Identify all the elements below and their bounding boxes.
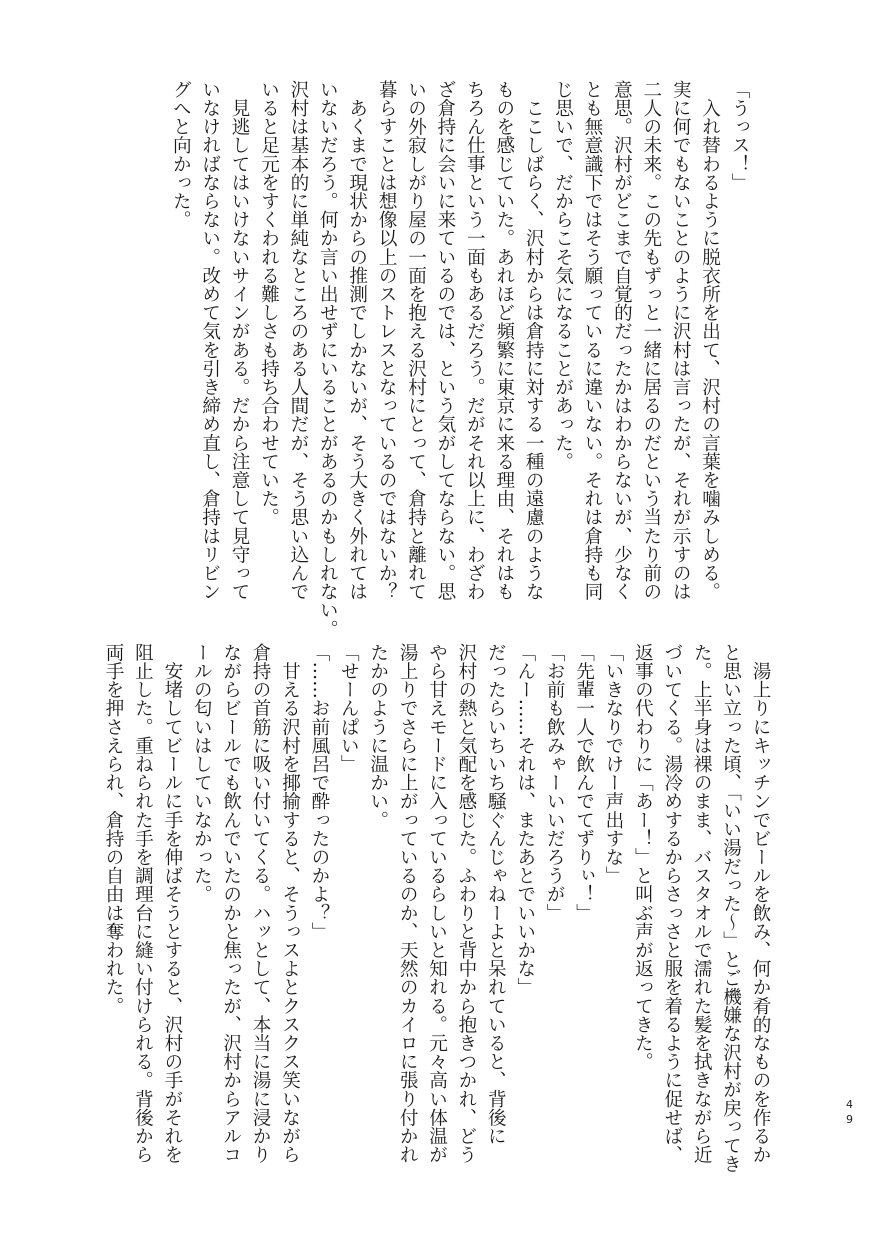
text-line: 「お前も飲みゃーいいだろうが」 bbox=[544, 643, 566, 922]
text-line: づいてくる。湯冷めするからさっさと服を着るように促せば、 bbox=[661, 643, 683, 1164]
text-line: 「うっス！」 bbox=[729, 80, 750, 192]
text-line: ながらビールでも飲んでいたのかと焦ったが、沢村からアルコ bbox=[220, 643, 242, 1164]
text-line: いると足元をすくわれる難しさも持ち合わせていた。 bbox=[258, 80, 280, 527]
text-line: 湯上りでさらに上がっているのか、天然のカイロに張り付かれ bbox=[397, 643, 419, 1164]
text-line: だったらいちいち騒ぐんじゃねーよと呆れていると、背後に bbox=[485, 643, 507, 1146]
text-line: ここしばらく、沢村からは倉持に対する一種の遠慮のような bbox=[523, 80, 545, 601]
text-line: やら甘えモードに入っているらしいと知れる。元々高い体温が bbox=[426, 643, 448, 1164]
text-line: とも無意識下ではそう願っているに違いない。それは倉持も同 bbox=[581, 80, 603, 601]
text-line: と思い立った頃、「いい湯だった〜」とご機嫌な沢村が戻ってき bbox=[720, 643, 742, 1174]
text-line: 意思。沢村がどこまで自覚的だったかはわからないが、少なく bbox=[611, 80, 633, 601]
text-line: 阻止した。重ねられた手を調理台に縫い付けられる。背後から bbox=[132, 643, 154, 1164]
text-line: あくまで現状からの推測でしかないが、そう大きく外れては bbox=[346, 80, 368, 601]
text-line: ざ倉持に会いに来ているのでは、という気がしてならない。思 bbox=[434, 80, 456, 601]
text-line: 両手を押さえられ、倉持の自由は奪われた。 bbox=[103, 643, 125, 1015]
text-line: たかのように温かい。 bbox=[367, 643, 389, 829]
top-text-block bbox=[166, 80, 754, 638]
text-line: 「せーんぱい」 bbox=[338, 643, 360, 774]
text-line: 湯上りにキッチンでビールを飲み、何か肴的なものを作るか bbox=[750, 643, 771, 1164]
text-line: 暮らすことは想像以上のストレスとなっているのではないか？ bbox=[376, 80, 398, 601]
text-line: 見逃してはいけないサインがある。だから注意して見守って bbox=[229, 80, 251, 601]
text-line: 「いきなりでけー声出すな」 bbox=[602, 643, 624, 885]
text-line: いの外寂しがり屋の一面を抱える沢村にとって、倉持と離れて bbox=[405, 80, 427, 601]
page-number: 49 bbox=[843, 1098, 856, 1128]
text-line: た。上半身は裸のまま、バスタオルで濡れた髪を拭きながら近 bbox=[691, 643, 713, 1164]
text-line: 「……お前風呂で酔ったのかよ？」 bbox=[308, 643, 330, 941]
text-line: 入れ替わるように脱衣所を出て、沢村の言葉を噛みしめる。 bbox=[699, 80, 721, 601]
text-line: 二人の未来。この先もずっと一緒に居るのだという当たり前の bbox=[640, 80, 662, 601]
text-line: いないだろう。何か言い出せずにいることがあるのかもしれない。 bbox=[317, 80, 339, 638]
text-line: グへと向かった。 bbox=[170, 80, 192, 229]
text-line: ちろん仕事という一面もあるだろう。だがそれ以上に、わざわ bbox=[464, 80, 486, 601]
text-line: 「先輩一人で飲んでてずりぃ！」 bbox=[573, 643, 595, 922]
text-line: 実に何でもないことのように沢村は言ったが、それが示すのは bbox=[670, 80, 692, 601]
text-line: 「んー……それは、またあとでいいかな」 bbox=[514, 643, 536, 997]
text-line: 沢村の熱と気配を感じた。ふわりと背中から抱きつかれ、どう bbox=[455, 643, 477, 1164]
text-line: 倉持の首筋に吸い付いてくる。ハッとして、本当に湯に浸かり bbox=[250, 643, 272, 1164]
text-line: ものを感じていた。あれほど頻繁に東京に来る理由、それはも bbox=[493, 80, 515, 601]
text-line: 沢村は基本的に単純なところのある人間だが、そう思い込んで bbox=[287, 80, 309, 601]
bottom-text-block bbox=[99, 643, 775, 1173]
text-line: ールの匂いはしていなかった。 bbox=[191, 643, 213, 904]
text-line: 甘える沢村を揶揄すると、そうっスよとクスクス笑いながら bbox=[279, 643, 301, 1164]
text-line: 安堵してビールに手を伸ばそうとすると、沢村の手がそれを bbox=[161, 643, 183, 1164]
text-line: じ思いで、だからこそ気になることがあった。 bbox=[552, 80, 574, 471]
text-line: 返事の代わりに「あー！」と叫ぶ声が返ってきた。 bbox=[632, 643, 654, 1071]
text-line: いなければならない。改めて気を引き締め直し、倉持はリビン bbox=[199, 80, 221, 601]
